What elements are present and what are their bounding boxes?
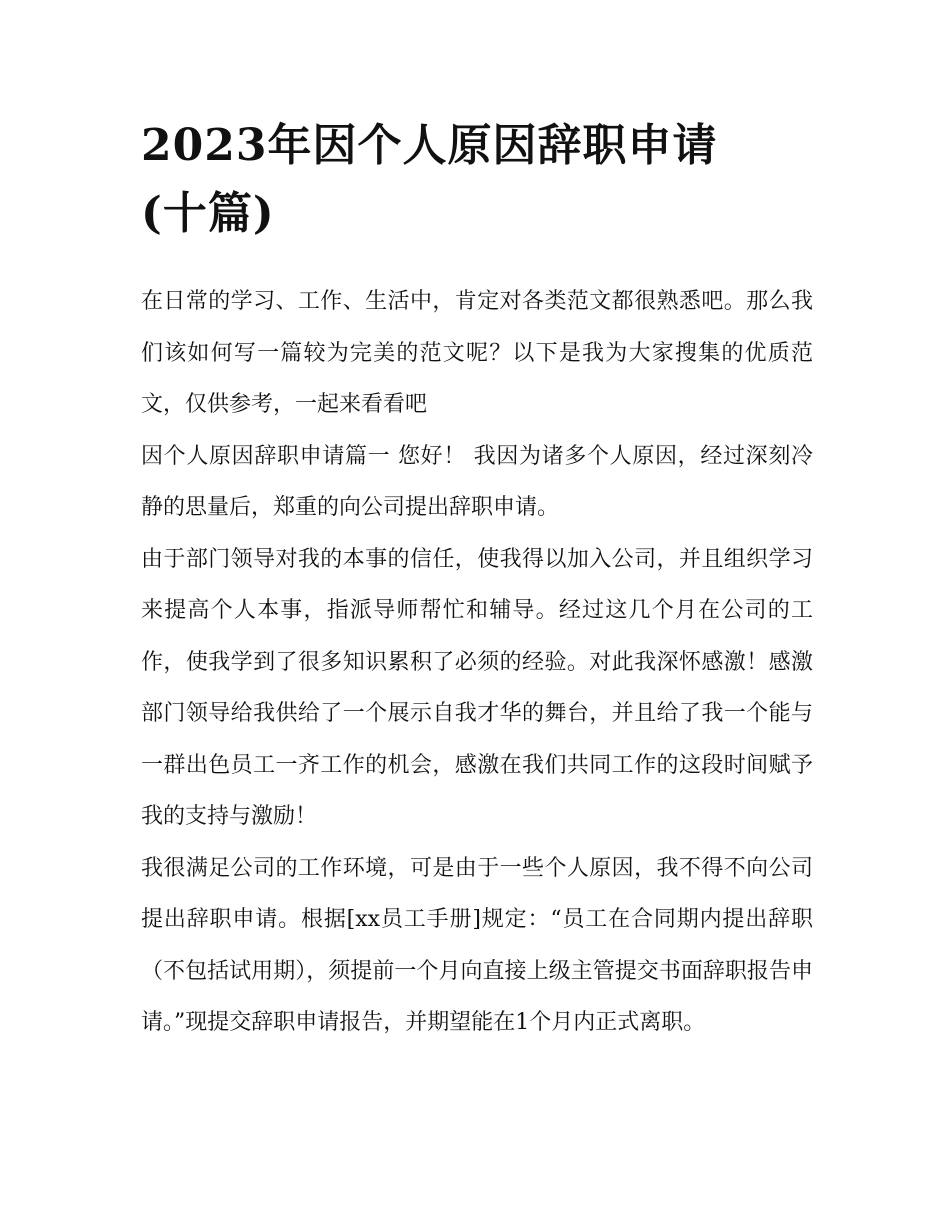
opening-paragraph: 因个人原因辞职申请篇一 您好！ 我因为诸多个人原因，经过深刻冷静的思量后，郑重的向公司提出辞职申请。 [141,443,813,520]
title-line-2: (十篇) [141,188,275,239]
intro-paragraph: 在日常的学习、工作、生活中，肯定对各类范文都很熟悉吧。那么我们该如何写一篇较为完美的范文呢？以下是我为大家搜集的优质范文，仅供参考，一起来看看吧 [141,289,813,417]
resignation-paragraph: 我很满足公司的工作环境，可是由于一些个人原因，我不得不向公司提出辞职申请。根据[xx员工手册]规定：“员工在合同期内提出辞职（不包括试用期），须提前一个月向直接上级主管提交书面辞职报告申请。”现提交辞职申请报告，并期望能在1个月内正式离职。 [141,855,813,1035]
title-line-1: 2023年因个人原因辞职申请 [141,120,718,171]
document-body [141,276,813,1049]
document-title [141,112,813,248]
gratitude-paragraph: 由于部门领导对我的本事的信任，使我得以加入公司，并且组织学习来提高个人本事，指派导师帮忙和辅导。经过这几个月在公司的工作，使我学到了很多知识累积了必须的经验。对此我深怀感激！感激部门领导给我供给了一个展示自我才华的舞台，并且给了我一个能与一群出色员工一齐工作的机会，感激在我们共同工作的这段时间赋予我的支持与激励！ [141,546,813,829]
document-page [141,112,813,1049]
